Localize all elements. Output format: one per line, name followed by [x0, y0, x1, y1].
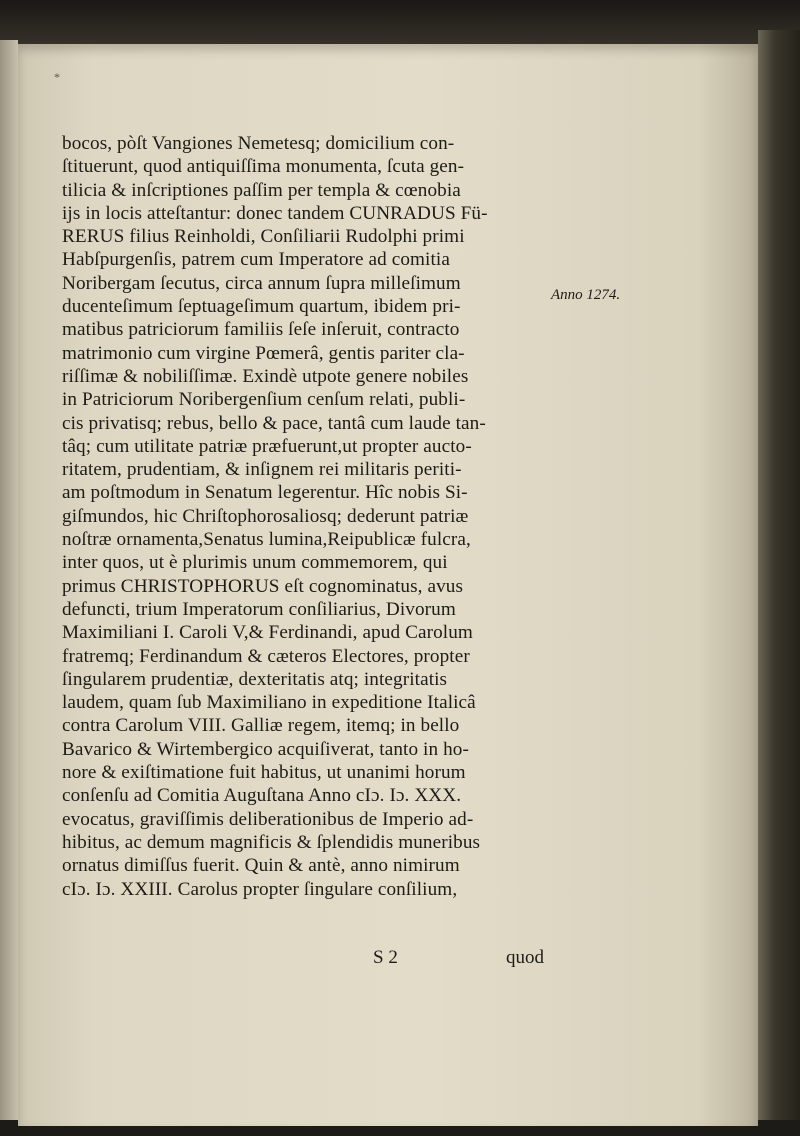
top-mark: * — [54, 70, 60, 84]
text-line: Bavarico & Wirtembergico acquiſiverat, tanto in ho- — [62, 738, 469, 760]
text-line: cis privatisq; rebus, bello & pace, tantâ cum laude tan- — [62, 412, 486, 434]
text-line: cIɔ. Iɔ. XXIII. Carolus propter ſingulare conſilium, — [62, 878, 458, 900]
signature-mark: S 2 — [373, 947, 398, 968]
book-right-edge — [758, 30, 800, 1136]
text-line: ſtituerunt, quod antiquiſſima monumenta, ſcuta gen- — [62, 156, 465, 178]
text-line: in Patriciorum Noribergenſium cenſum relati, publi- — [62, 389, 466, 411]
text-line: evocatus, graviſſimis deliberationibus de Imperio ad- — [62, 808, 474, 830]
text-line: primus CHRISTOPHORUS eſt cognominatus, avus — [62, 575, 464, 597]
text-line: RERUS filius Reinholdi, Conſiliarii Rudolphi primi — [62, 226, 465, 248]
text-line: conſenſu ad Comitia Auguſtana Anno cIɔ. Iɔ. XXX. — [62, 785, 462, 807]
text-line: tâq; cum utilitate patriæ præfuerunt,ut propter aucto- — [62, 435, 472, 457]
text-line: Maximiliani I. Caroli V,& Ferdinandi, apud Carolum — [62, 622, 473, 644]
text-line: giſmundos, hic Chriſtophorosaliosq; dederunt patriæ — [62, 505, 469, 527]
text-line: nore & exiſtimatione fuit habitus, ut unanimi horum — [62, 762, 466, 784]
text-line: tilicia & inſcriptiones paſſim per templa & cœnobia — [62, 179, 461, 201]
text-line: laudem, quam ſub Maximiliano in expeditione Italicâ — [62, 692, 476, 714]
body-text — [62, 132, 542, 901]
text-line: ritatem, prudentiam, & inſignem rei militaris periti- — [62, 459, 462, 481]
text-line: Noribergam ſecutus, circa annum ſupra milleſimum — [62, 272, 461, 294]
catchword: quod — [506, 947, 544, 968]
left-page-edge — [0, 40, 18, 1136]
text-line: ijs in locis atteſtantur: donec tandem CUNRADUS Fü- — [62, 202, 488, 224]
text-line: matibus patriciorum familiis ſeſe inſeruit, contracto — [62, 319, 460, 341]
text-line: matrimonio cum virgine Pœmerâ, gentis pariter cla- — [62, 342, 465, 364]
text-line: riſſimæ & nobiliſſimæ. Exindè utpote genere nobiles — [62, 365, 469, 387]
page-footer — [0, 947, 760, 971]
text-line: noſtræ ornamenta,Senatus lumina,Reipublicæ fulcra, — [62, 529, 471, 551]
text-line: Habſpurgenſis, patrem cum Imperatore ad comitia — [62, 249, 450, 271]
margin-note-year: Anno 1274. — [551, 287, 621, 303]
text-line: ducenteſimum ſeptuageſimum quartum, ibidem pri- — [62, 296, 461, 318]
text-line: defuncti, trium Imperatorum conſiliarius, Divorum — [62, 598, 456, 620]
text-line: bocos, pòſt Vangiones Nemetesq; domicilium con- — [62, 133, 455, 154]
text-line: inter quos, ut è plurimis unum commemorem, qui — [62, 552, 448, 574]
text-line: am poſtmodum in Senatum legerentur. Hîc nobis Si- — [62, 482, 468, 504]
text-line: ſingularem prudentiæ, dexteritatis atq; integritatis — [62, 668, 448, 690]
text-line: fratremq; Ferdinandum & cæteros Electores, propter — [62, 645, 470, 667]
text-line: ornatus dimiſſus fuerit. Quin & antè, anno nimirum — [62, 855, 460, 877]
text-line: hibitus, ac demum magnificis & ſplendidis muneribus — [62, 831, 481, 853]
text-line: contra Carolum VIII. Galliæ regem, itemq; in bello — [62, 715, 460, 737]
